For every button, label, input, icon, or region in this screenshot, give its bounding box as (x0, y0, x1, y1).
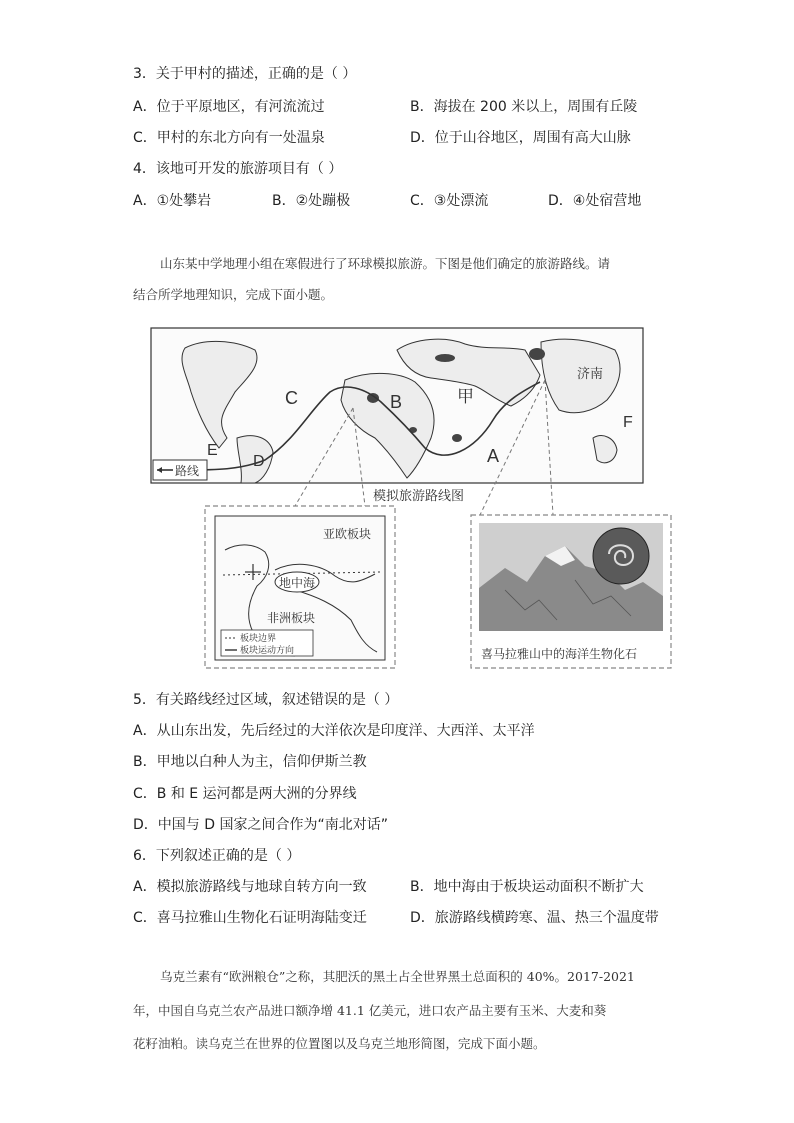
map-label-jinan: 济南 (577, 366, 604, 381)
passage1-line2: 结合所学地理知识，完成下面小题。 (133, 287, 334, 302)
q6-stem: 6．下列叙述正确的是（ ） (133, 848, 301, 864)
passage2-line3: 花籽油粕。读乌克兰在世界的位置图以及乌克兰地形简图，完成下面小题。 (133, 1036, 546, 1051)
q6-option-b: B．地中海由于板块运动面积不断扩大 (410, 879, 644, 895)
figure-caption: 模拟旅游路线图 (373, 488, 465, 503)
q4-option-c: C．③处漂流 (410, 193, 489, 209)
legend-boundary-label: 板块边界 (240, 633, 277, 643)
q6-option-c: C．喜马拉雅山生物化石证明海陆变迁 (133, 910, 367, 926)
q3-option-c: C．甲村的东北方向有一处温泉 (133, 130, 325, 146)
legend-direction-label: 板块运动方向 (240, 645, 295, 655)
fossil-caption: 喜马拉雅山中的海洋生物化石 (481, 647, 638, 661)
passage2-line1: 乌克兰素有“欧洲粮仓”之称，其肥沃的黑土占全世界黑土总面积的 40%。2017-2021 (160, 969, 635, 984)
mediterranean-label: 地中海 (279, 576, 316, 590)
q3-stem: 3．关于甲村的描述，正确的是（ ） (133, 66, 357, 82)
map-label-c: C (285, 388, 298, 408)
q5-stem: 5．有关路线经过区域，叙述错误的是（ ） (133, 692, 399, 708)
passage1-line1: 山东某中学地理小组在寒假进行了环球模拟旅游。下图是他们确定的旅游路线。请 (160, 256, 611, 271)
q5-option-c: C．B 和 E 运河都是两大洲的分界线 (133, 786, 357, 802)
route-map-figure (145, 320, 690, 675)
route-legend-label: 路线 (175, 464, 200, 478)
q3-option-b: B．海拔在 200 米以上，周围有丘陵 (410, 99, 638, 115)
map-label-jia: 甲 (457, 387, 474, 406)
map-label-b: B (390, 392, 403, 412)
q6-option-a: A．模拟旅游路线与地球自转方向一致 (133, 879, 367, 895)
map-label-f: F (623, 414, 633, 431)
q5-option-b: B．甲地以白种人为主，信仰伊斯兰教 (133, 754, 367, 770)
q5-option-a: A．从山东出发，先后经过的大洋依次是印度洋、大西洋、太平洋 (133, 723, 535, 739)
q3-option-a: A．位于平原地区，有河流流过 (133, 99, 325, 115)
map-label-e: E (207, 442, 218, 459)
asia-europe-plate-label: 亚欧板块 (323, 527, 372, 541)
passage2-line2: 年，中国自乌克兰农产品进口额净增 41.1 亿美元，进口农产品主要有玉米、大麦和葵 (133, 1003, 607, 1018)
q4-option-a: A．①处攀岩 (133, 193, 212, 209)
fossil-closeup (593, 528, 649, 584)
africa-plate-label: 非洲板块 (267, 611, 316, 625)
q4-option-b: B．②处蹦极 (272, 193, 351, 209)
q6-option-d: D．旅游路线横跨寒、温、热三个温度带 (410, 910, 659, 926)
q4-option-d: D．④处宿营地 (548, 193, 642, 209)
map-label-d: D (253, 453, 265, 470)
q5-option-d: D．中国与 D 国家之间合作为“南北对话” (133, 817, 388, 833)
q4-stem: 4．该地可开发的旅游项目有（ ） (133, 161, 343, 177)
q3-option-d: D．位于山谷地区，周围有高大山脉 (410, 130, 631, 146)
map-label-a: A (487, 446, 500, 466)
